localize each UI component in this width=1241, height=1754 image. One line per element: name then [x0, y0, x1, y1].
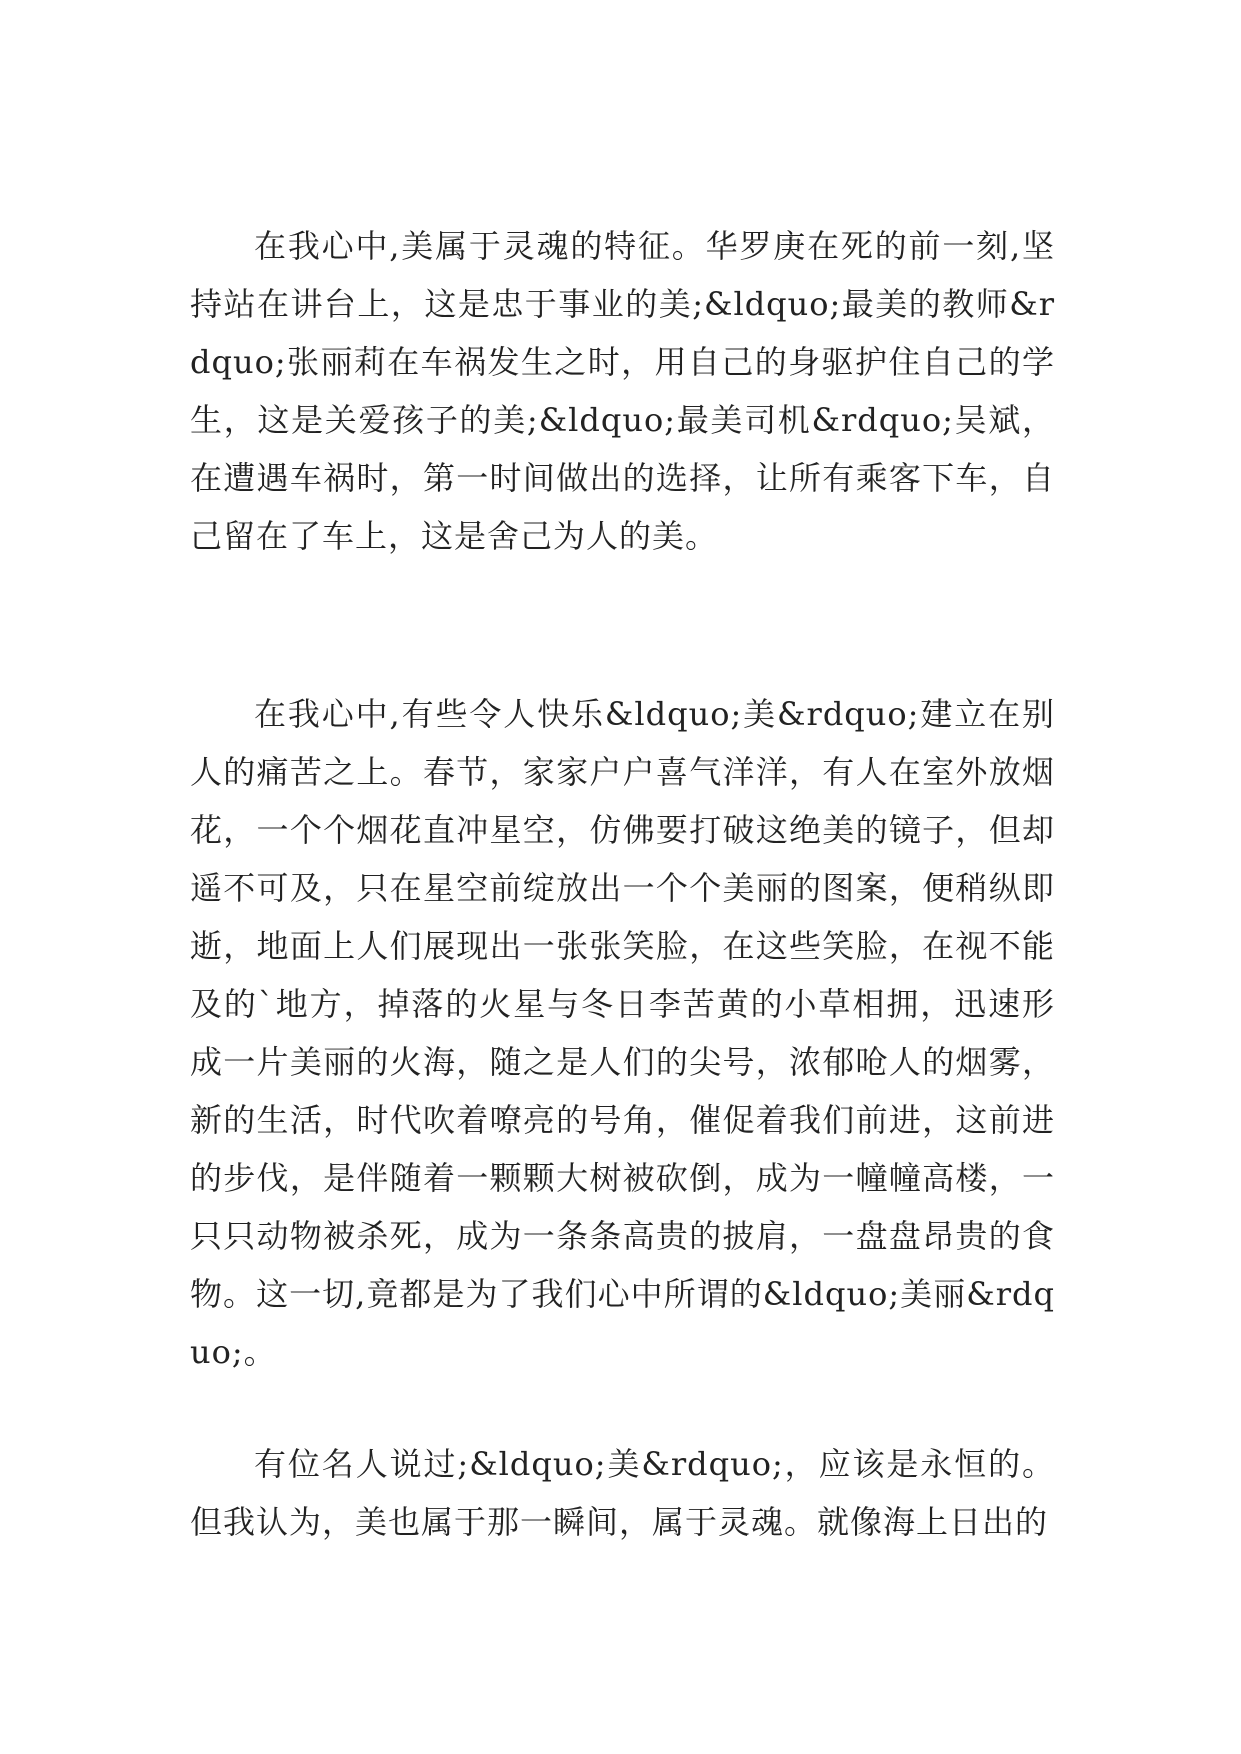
paragraph-1: 在我心中,美属于灵魂的特征。华罗庚在死的前一刻,坚持站在讲台上，这是忠于事业的美;&ldquo;最美的教师&rdquo;张丽莉在车祸发生之时，用自己的身驱护住自己的学生，这是关爱孩子的美;&ldquo;最美司机&rdquo;吴斌，在遭遇车祸时，第一时间做出的选择，让所有乘客下车，自己留在了车上，这是舍己为人的美。	[190, 227, 1055, 555]
paragraph-2: 在我心中,有些令人快乐&ldquo;美&rdquo;建立在别人的痛苦之上。春节，家家户户喜气洋洋，有人在室外放烟花，一个个烟花直冲星空，仿佛要打破这绝美的镜子，但却遥不可及，只在星空前绽放出一个个美丽的图案，便稍纵即逝，地面上人们展现出一张张笑脸，在这些笑脸，在视不能及的`地方，掉落的火星与冬日李苦黄的小草相拥，迅速形成一片美丽的火海，随之是人们的尖号，浓郁呛人的烟雾，新的生活，时代吹着嘹亮的号角，催促着我们前进，这前进的步伐，是伴随着一颗颗大树被砍倒，成为一幢幢高楼，一只只动物被杀死，成为一条条高贵的披肩，一盘盘昂贵的食物。这一切,竟都是为了我们心中所谓的&ldquo;美丽&rdquo;。	[190, 695, 1055, 1371]
paragraph-3: 有位名人说过;&ldquo;美&rdquo;，应该是永恒的。但我认为，美也属于那一瞬间，属于灵魂。就像海上日出的	[190, 1445, 1055, 1541]
